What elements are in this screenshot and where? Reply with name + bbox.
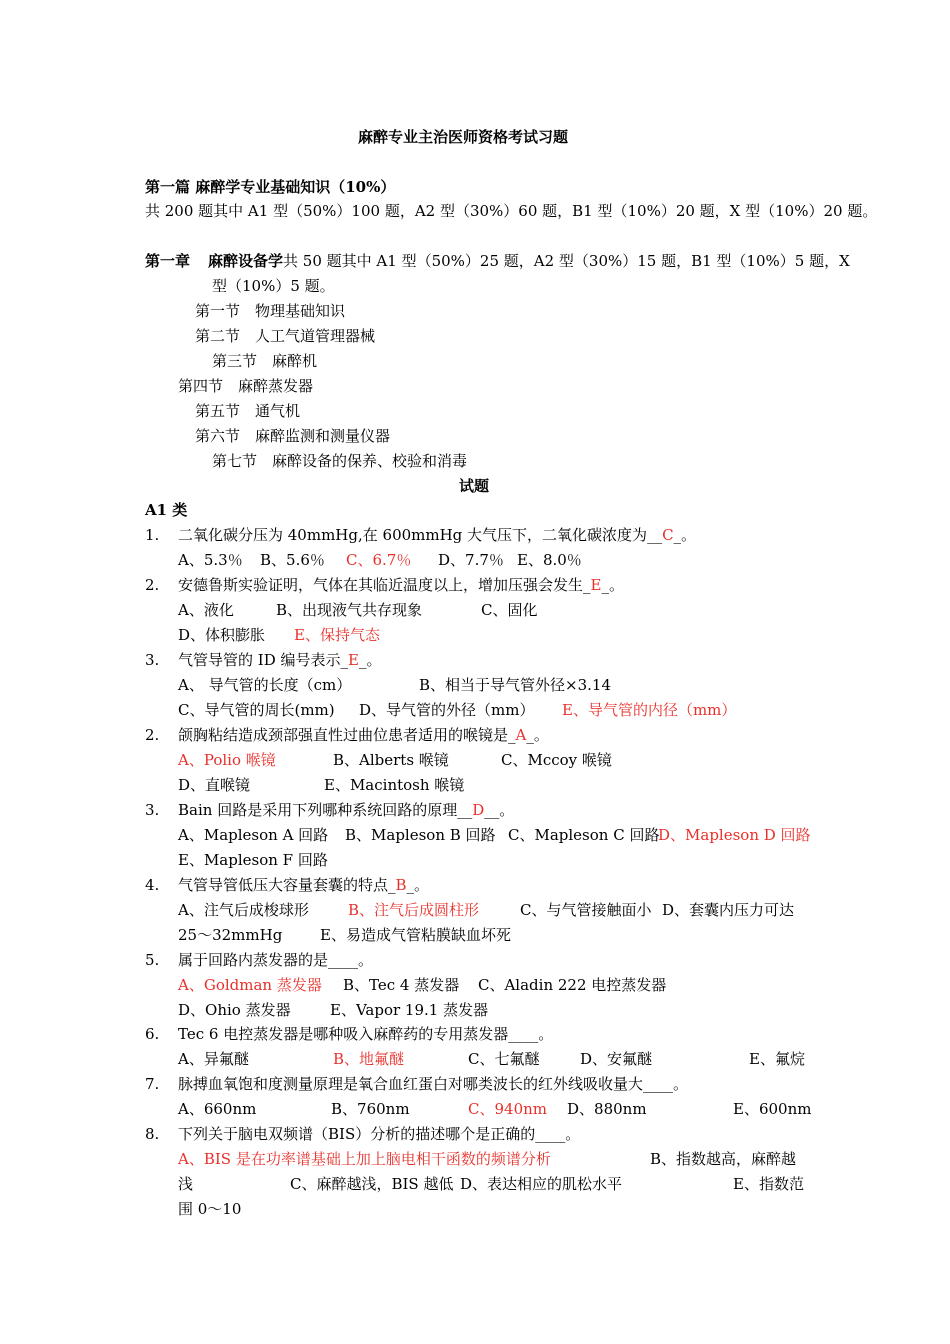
question-number: 3. <box>145 801 160 819</box>
option-e: E、Mapleson F 回路 <box>178 851 328 869</box>
question-stem: Tec 6 电控蒸发器是哪种吸入麻醉药的专用蒸发器____。 <box>178 1025 554 1043</box>
question-number: 4. <box>145 876 160 894</box>
chapter-summary-cont: 型（10%）5 题。 <box>212 277 335 295</box>
question-number: 8. <box>145 1125 160 1143</box>
answer-key: D <box>472 801 485 819</box>
option-a: A、Goldman 蒸发器 <box>178 976 322 994</box>
option-b: B、指数越高，麻醉越 <box>650 1150 797 1168</box>
option-c: C、导气管的周长(mm) <box>178 701 335 719</box>
part-summary: 共 200 题其中 A1 型（50%）100 题，A2 型（30%）60 题，B1 型（10%）20 题，X 型（10%）20 题。 <box>145 202 878 220</box>
question-stem: 安德鲁斯实验证明，气体在其临近温度以上，增加压强会发生_E_。 <box>178 576 624 594</box>
question-stem: Bain 回路是采用下列哪种系统回路的原理__D__。 <box>178 801 515 819</box>
question-number: 2. <box>145 576 160 594</box>
option-a: A、Polio 喉镜 <box>178 751 276 769</box>
option-a: A、液化 <box>178 601 234 619</box>
option-e: E、600nm <box>733 1100 812 1118</box>
option-d-cont: 25～32mmHg <box>178 926 283 944</box>
option-e-cont: 围 0～10 <box>178 1200 242 1218</box>
option-e: E、Macintosh 喉镜 <box>324 776 465 794</box>
question-stem: 属于回路内蒸发器的是____。 <box>178 951 374 969</box>
option-c: C、与气管接触面小 <box>520 901 652 919</box>
quiz-heading: 试题 <box>459 477 490 495</box>
question-stem: 二氧化碳分压为 40mmHg,在 600mmHg 大气压下，二氧化碳浓度为__C_。 <box>178 526 697 544</box>
answer-key: E <box>590 576 602 594</box>
option-b: B、注气后成圆柱形 <box>348 901 480 919</box>
question-number: 6. <box>145 1025 160 1043</box>
option-d: D、表达相应的肌松水平 <box>460 1175 623 1193</box>
option-e: E、Vapor 19.1 蒸发器 <box>330 1001 489 1019</box>
category-label: A1 类 <box>145 501 188 519</box>
question-number: 2. <box>145 726 160 744</box>
option-d: D、体积膨胀 <box>178 626 266 644</box>
chapter-summary: 共 50 题其中 A1 型（50%）25 题，A2 型（30%）15 题，B1 型（10%）5 题，X <box>283 252 850 270</box>
chapter-line <box>145 251 850 271</box>
section-item: 第二节 人工气道管理器械 <box>195 327 376 345</box>
option-d: D、导气管的外径（mm） <box>359 701 535 719</box>
option-b: B、相当于导气管外径×3.14 <box>419 676 611 694</box>
option-c: C、Aladin 222 电控蒸发器 <box>478 976 667 994</box>
option-c: C、固化 <box>481 601 538 619</box>
option-a: A、Mapleson A 回路 <box>178 826 329 844</box>
section-item: 第六节 麻醉监测和测量仪器 <box>195 427 391 445</box>
section-item: 第三节 麻醉机 <box>212 352 318 370</box>
answer-key: E <box>348 651 359 669</box>
option-a: A、注气后成梭球形 <box>178 901 309 919</box>
answer-key: C <box>662 526 674 544</box>
option-e: E、保持气态 <box>294 626 380 644</box>
option-d: D、套囊内压力可达 <box>662 901 795 919</box>
option-e: E、8.0％ <box>517 551 582 569</box>
option-c: C、七氟醚 <box>468 1050 540 1068</box>
option-b: B、5.6％ <box>260 551 325 569</box>
option-c: C、Mccoy 喉镜 <box>501 751 612 769</box>
document-title: 麻醉专业主治医师资格考试习题 <box>358 128 569 146</box>
question-stem: 气管导管的 ID 编号表示_E_。 <box>178 651 382 669</box>
option-c: C、6.7％ <box>346 551 412 569</box>
section-item: 第五节 通气机 <box>195 402 301 420</box>
question-stem: 气管导管低压大容量套囊的特点_B_。 <box>178 876 430 894</box>
question-stem: 脉搏血氧饱和度测量原理是氧合血红蛋白对哪类波长的红外线吸收量大____。 <box>178 1075 689 1093</box>
option-c: C、Mapleson C 回路 <box>508 826 660 844</box>
question-number: 1. <box>145 526 160 544</box>
section-item: 第四节 麻醉蒸发器 <box>178 377 314 395</box>
question-stem: 颌胸粘结造成颈部强直性过曲位患者适用的喉镜是_A_。 <box>178 726 549 744</box>
option-a: A、5.3％ <box>178 551 243 569</box>
question-number: 7. <box>145 1075 160 1093</box>
option-b: B、760nm <box>331 1100 410 1118</box>
option-e: E、氟烷 <box>749 1050 805 1068</box>
option-a: A、660nm <box>178 1100 257 1118</box>
question-number: 5. <box>145 951 160 969</box>
chapter-label: 第一章 <box>145 252 191 270</box>
option-d: D、Ohio 蒸发器 <box>178 1001 291 1019</box>
option-d: D、Mapleson D 回路 <box>658 826 811 844</box>
option-d: D、880nm <box>567 1100 647 1118</box>
option-b: B、Mapleson B 回路 <box>345 826 496 844</box>
option-d: D、安氟醚 <box>580 1050 653 1068</box>
question-number: 3. <box>145 651 160 669</box>
option-b: B、Alberts 喉镜 <box>333 751 449 769</box>
option-c: C、940nm <box>468 1100 547 1118</box>
option-c: C、麻醉越浅，BIS 越低 <box>290 1175 454 1193</box>
option-e: E、易造成气管粘膜缺血坏死 <box>320 926 511 944</box>
chapter-name: 麻醉设备学 <box>208 252 284 270</box>
option-b: B、Tec 4 蒸发器 <box>343 976 460 994</box>
option-d: D、7.7％ <box>438 551 504 569</box>
option-e: E、指数范 <box>733 1175 804 1193</box>
answer-key: A <box>515 726 527 744</box>
question-stem: 下列关于脑电双频谱（BIS）分析的描述哪个是正确的____。 <box>178 1125 581 1143</box>
option-a: A、BIS 是在功率谱基础上加上脑电相干函数的频谱分析 <box>178 1150 551 1168</box>
option-e: E、导气管的内径（mm） <box>562 701 737 719</box>
part-heading: 第一篇 麻醉学专业基础知识（10%） <box>145 178 396 196</box>
answer-key: B <box>395 876 407 894</box>
option-a: A、 导气管的长度（cm） <box>178 676 352 694</box>
option-b: B、出现液气共存现象 <box>276 601 423 619</box>
option-d: D、直喉镜 <box>178 776 251 794</box>
option-b-cont: 浅 <box>178 1175 194 1193</box>
option-b: B、地氟醚 <box>333 1050 405 1068</box>
option-a: A、异氟醚 <box>178 1050 249 1068</box>
section-item: 第七节 麻醉设备的保养、校验和消毒 <box>212 452 468 470</box>
section-item: 第一节 物理基础知识 <box>195 302 346 320</box>
